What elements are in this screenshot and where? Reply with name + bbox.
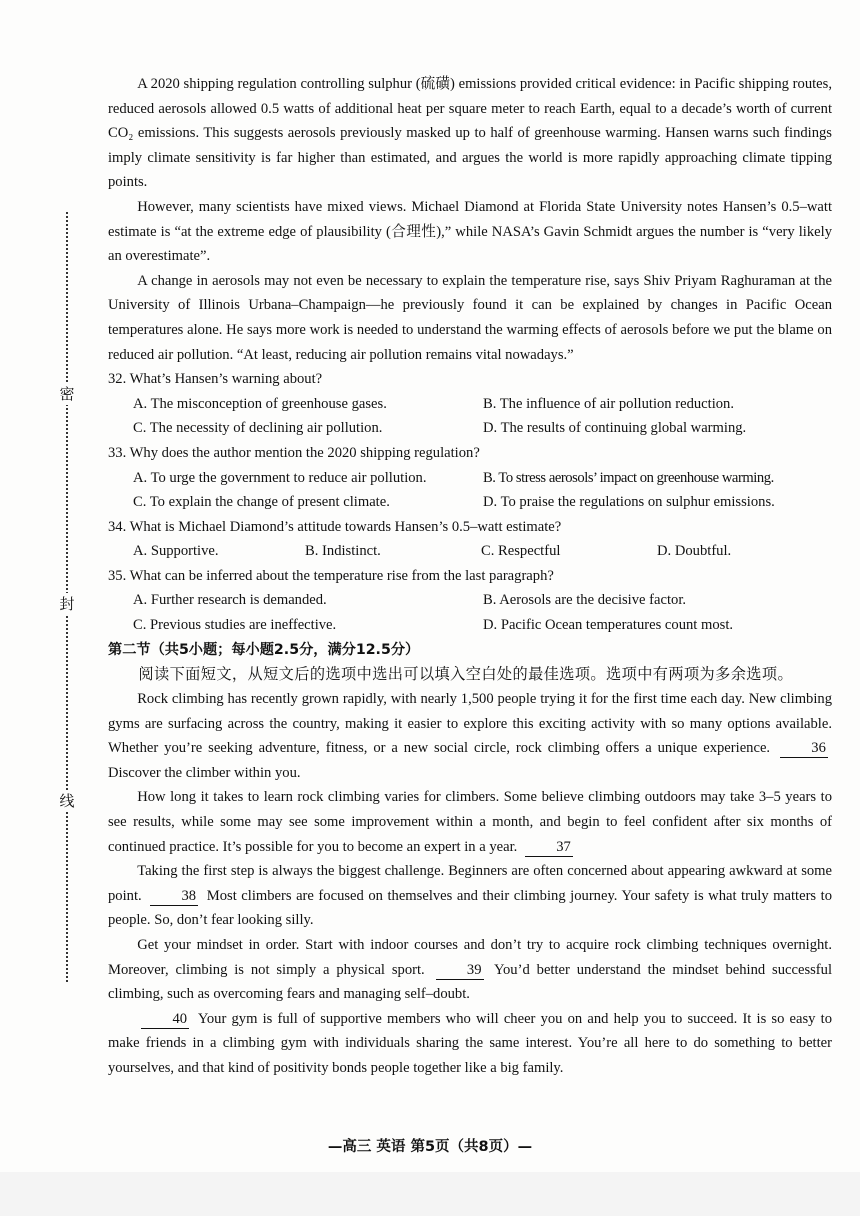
- option-b[interactable]: B. Indistinct.: [305, 543, 381, 560]
- binding-char-feng: 封: [56, 593, 78, 615]
- option-c[interactable]: C. Respectful: [481, 543, 561, 560]
- blank-39[interactable]: 39: [436, 961, 484, 980]
- passage2-paragraph-5: [108, 1007, 832, 1081]
- paragraph-text: Discover the climber within you.: [108, 764, 301, 781]
- paragraph-text: Taking the first step is always the biggest challenge. Beginners are often concerned about appearing awkward at some point.: [108, 863, 832, 904]
- option-b[interactable]: B. To stress aerosols’ impact on greenhouse warming.: [483, 469, 774, 486]
- passage1-paragraph-3: A change in aerosols may not even be necessary to explain the temperature rise, says Shiv Priyam Raghuraman at the University of Illinois Urbana–Champaign—he previously found it can be explained by changes in Pacific Ocean temperatures alone. He says more work is needed to understand the warming effects of aerosols before we put the blame on reduced air pollution. “At least, reducing air pollution remains vital nowadays.”: [108, 272, 832, 363]
- scan-bottom-band: [0, 1172, 860, 1216]
- question-35: [108, 564, 832, 638]
- blank-38[interactable]: 38: [150, 887, 198, 906]
- paragraph-text: Rock climbing has recently grown rapidly, with nearly 1,500 people trying it for the first time each day. New climbing gyms are surfacing across the country, making it easier to explore this exciting activity with so many options available. Whether you’re seeking adventure, fitness, or a new social circle, rock climbing offers a unique experience.: [108, 691, 832, 757]
- option-a[interactable]: A. Supportive.: [133, 543, 219, 560]
- blank-37[interactable]: 37: [525, 838, 573, 857]
- binding-char-xian: 线: [56, 790, 78, 812]
- passage2-paragraph-4: [108, 933, 832, 1007]
- binding-char-mi: 密: [56, 383, 78, 405]
- option-a[interactable]: A. The misconception of greenhouse gases.: [133, 395, 387, 412]
- page-footer: —高三 英语 第5页（共8页）—: [327, 1139, 533, 1155]
- passage1-paragraph-2: However, many scientists have mixed views. Michael Diamond at Florida State University notes Hansen’s 0.5–watt estimate is “at the extreme edge of plausibility (合理性),” while NASA’s Gavin Schmidt argues the number is “very likely an overestimate”.: [108, 198, 832, 265]
- passage2-paragraph-3: [108, 859, 832, 933]
- question-34: [108, 515, 832, 564]
- passage2-paragraph-2: [108, 785, 832, 859]
- option-b[interactable]: B. Aerosols are the decisive factor.: [483, 592, 687, 609]
- option-d[interactable]: D. The results of continuing global warming.: [483, 420, 747, 437]
- option-d[interactable]: D. Pacific Ocean temperatures count most.: [483, 617, 734, 634]
- paragraph-text: Most climbers are focused on themselves and their climbing journey. Your safety is what truly matters to people. So, don’t fear looking silly.: [108, 887, 832, 929]
- passage2-paragraph-1: [108, 687, 832, 785]
- question-32: [108, 367, 832, 441]
- question-stem: 34. What is Michael Diamond’s attitude towards Hansen’s 0.5–watt estimate?: [108, 518, 562, 535]
- paragraph-text: How long it takes to learn rock climbing varies for climbers. Some believe climbing outdoors may take 3–5 years to see results, while some may see some improvement within a month, and begin to feel confident after six months of continued practice. It’s possible for you to become an expert in a year.: [108, 789, 832, 855]
- option-a[interactable]: A. To urge the government to reduce air pollution.: [133, 469, 427, 486]
- blank-36[interactable]: 36: [780, 739, 828, 758]
- question-stem: 32. What’s Hansen’s warning about?: [108, 371, 323, 388]
- question-stem: 33. Why does the author mention the 2020 shipping regulation?: [108, 444, 480, 461]
- question-stem: 35. What can be inferred about the temperature rise from the last paragraph?: [108, 567, 554, 584]
- option-c[interactable]: C. The necessity of declining air pollution.: [133, 420, 383, 437]
- page-content: [108, 72, 832, 1081]
- passage1-paragraph-1: A 2020 shipping regulation controlling sulphur (硫磺) emissions provided critical evidence: in Pacific shipping routes, reduced aerosols allowed 0.5 watts of additional heat per square meter to reach Earth, equal to a decade’s worth of current CO₂ emissions. This suggests aerosols previously masked up to half of greenhouse warming. Hansen warns such findings imply climate sensitivity is far higher than estimated, and argues the world is more rapidly approaching climate tipping points.: [108, 76, 832, 191]
- question-33: [108, 441, 832, 515]
- paragraph-text: Your gym is full of supportive members who will cheer you on and help you to succeed. It is so easy to make friends in a climbing gym with individuals sharing the same interest. You’re all here to do something to better yourselves, and that kind of positivity bonds people together like a big family.: [108, 1010, 832, 1076]
- paragraph-text: Get your mindset in order. Start with indoor courses and don’t try to acquire rock climbing techniques overnight. Moreover, climbing is not simply a physical sport.: [108, 936, 832, 978]
- blank-40[interactable]: 40: [141, 1010, 189, 1029]
- option-c[interactable]: C. Previous studies are ineffective.: [133, 617, 337, 634]
- paragraph-text: You’d better understand the mindset behind successful climbing, such as overcoming fears and managing self–doubt.: [108, 961, 833, 1003]
- option-b[interactable]: B. The influence of air pollution reduction.: [483, 395, 735, 412]
- option-c[interactable]: C. To explain the change of present climate.: [133, 494, 390, 511]
- option-d[interactable]: D. Doubtful.: [657, 543, 732, 560]
- section-2-instructions: 阅读下面短文，从短文后的选项中选出可以填入空白处的最佳选项。选项中有两项为多余选项。: [138, 665, 794, 684]
- option-d[interactable]: D. To praise the regulations on sulphur emissions.: [483, 494, 775, 511]
- option-a[interactable]: A. Further research is demanded.: [133, 592, 327, 609]
- section-2-title: 第二节（共5小题；每小题2.5分，满分12.5分）: [108, 641, 420, 658]
